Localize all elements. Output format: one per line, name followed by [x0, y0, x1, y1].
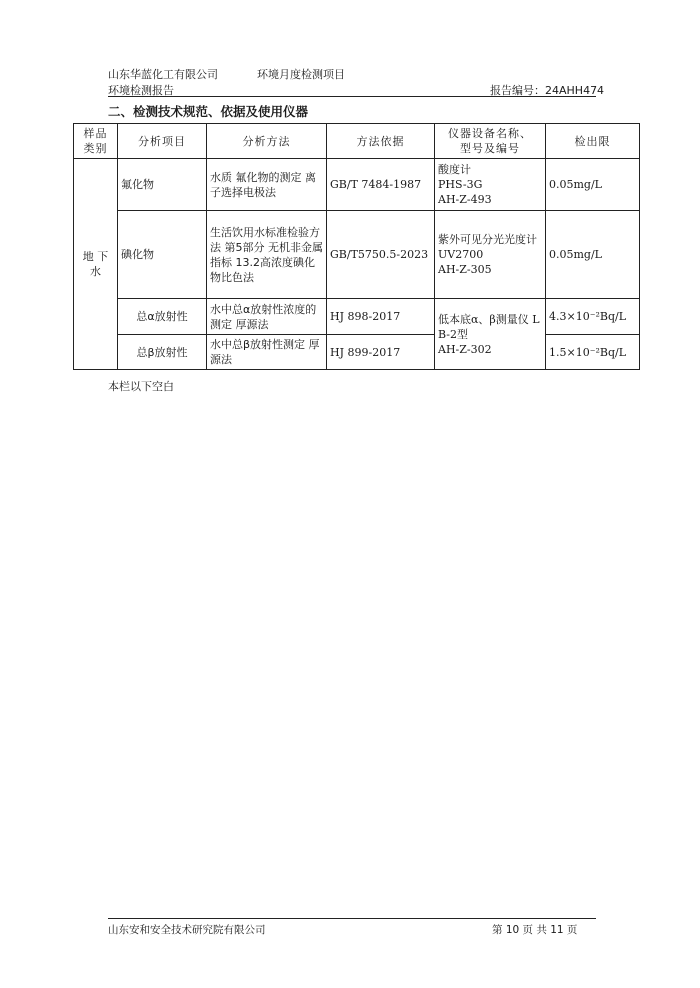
page-number: 第 10 页 共 11 页	[492, 924, 578, 936]
header-basis: 方法依据	[327, 124, 435, 159]
limit-cell: 4.3×10⁻²Bq/L	[546, 299, 640, 335]
basis-cell: GB/T5750.5-2023	[327, 211, 435, 299]
basis-cell: GB/T 7484-1987	[327, 159, 435, 211]
project-name: 环境月度检测项目	[257, 68, 345, 81]
footer-rule	[108, 918, 596, 919]
instrument-cell: 低本底α、β测量仪 LB-2型 AH-Z-302	[435, 299, 546, 370]
limit-cell: 0.05mg/L	[546, 211, 640, 299]
instrument-cell: 酸度计 PHS-3G AH-Z-493	[435, 159, 546, 211]
header-sample-type: 样品 类别	[74, 124, 118, 159]
method-cell: 水中总β放射性测定 厚源法	[207, 335, 327, 370]
instrument-cell: 紫外可见分光光度计 UV2700 AH-Z-305	[435, 211, 546, 299]
header-rule	[108, 96, 596, 97]
limit-cell: 0.05mg/L	[546, 159, 640, 211]
document-type: 环境检测报告	[108, 84, 174, 97]
limit-cell: 1.5×10⁻²Bq/L	[546, 335, 640, 370]
item-cell: 总α放射性	[118, 299, 207, 335]
header-limit: 检出限	[546, 124, 640, 159]
method-cell: 水中总α放射性浓度的测定 厚源法	[207, 299, 327, 335]
sample-type-cell: 地 下 水	[74, 159, 118, 370]
basis-cell: HJ 898-2017	[327, 299, 435, 335]
footer-org: 山东安和安全技术研究院有限公司	[108, 924, 266, 936]
company-name: 山东华蓝化工有限公司	[108, 68, 218, 81]
header-item: 分析项目	[118, 124, 207, 159]
item-cell: 氟化物	[118, 159, 207, 211]
item-cell: 总β放射性	[118, 335, 207, 370]
report-number: 报告编号：24AHH474	[490, 84, 605, 97]
method-cell: 生活饮用水标准检验方法 第5部分 无机非金属指标 13.2高浓度碘化物比色法	[207, 211, 327, 299]
method-cell: 水质 氟化物的测定 离子选择电极法	[207, 159, 327, 211]
spec-table	[73, 123, 640, 370]
table-row	[74, 335, 640, 370]
basis-cell: HJ 899-2017	[327, 335, 435, 370]
section-title: 二、检测技术规范、依据及使用仪器	[108, 104, 309, 119]
table-row	[74, 211, 640, 299]
header-instrument: 仪器设备名称、 型号及编号	[435, 124, 546, 159]
table-row	[74, 159, 640, 211]
blank-note: 本栏以下空白	[108, 380, 174, 393]
table-row	[74, 299, 640, 335]
item-cell: 碘化物	[118, 211, 207, 299]
header-row	[74, 124, 640, 159]
header-method: 分析方法	[207, 124, 327, 159]
